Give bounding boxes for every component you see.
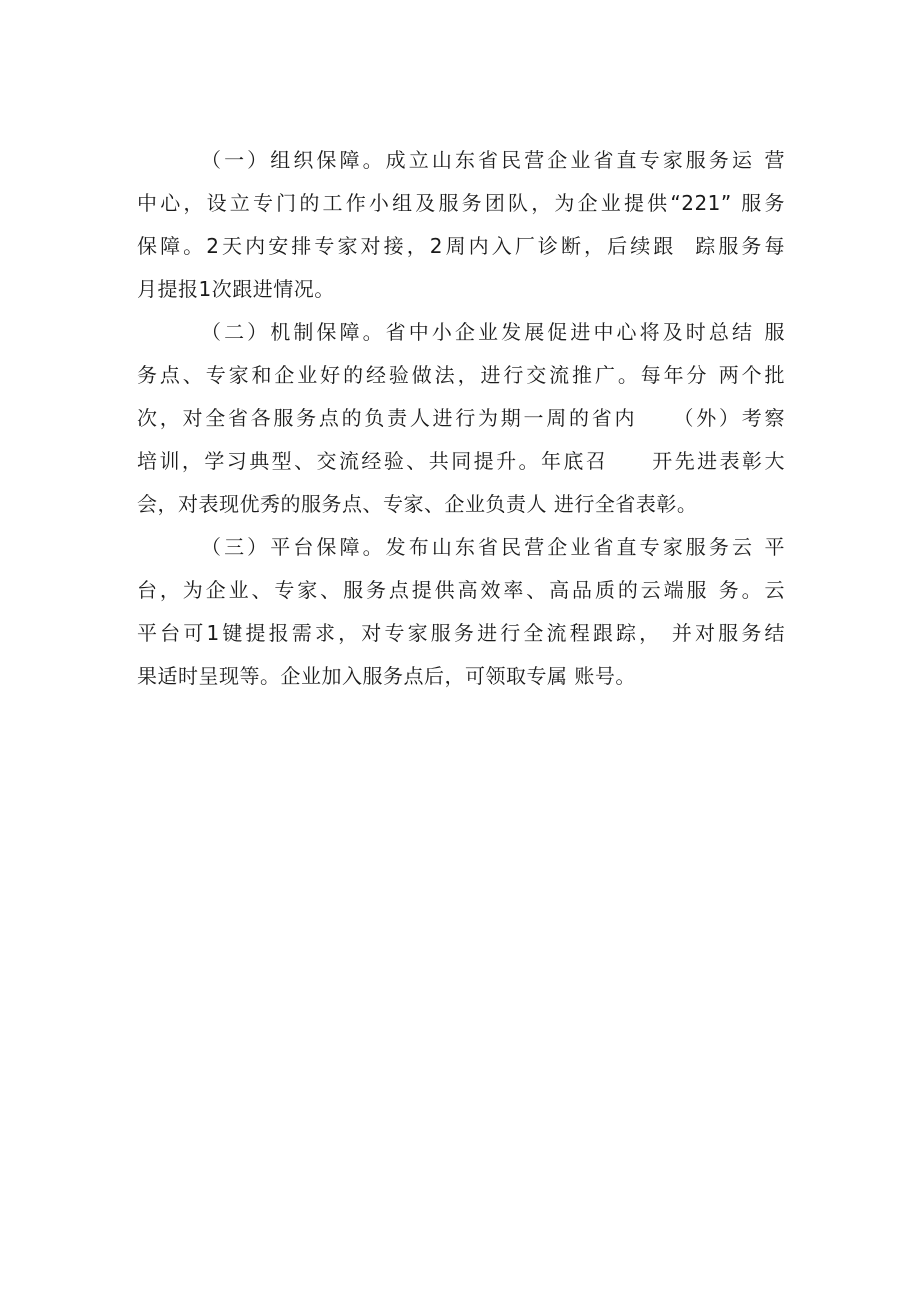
text-line: 会，对表现优秀的服务点、专家、企业负责人 进行全省表彰。: [137, 492, 698, 516]
paragraph-platform-guarantee: [137, 526, 785, 698]
paragraph-mechanism-guarantee: [137, 311, 785, 526]
text-line: （一）组织保障。成立山东省民营企业省直专家服务运 营: [201, 148, 785, 172]
text-line: 务点、专家和企业好的经验做法，进行交流推广。每年分 两个批: [137, 363, 785, 387]
text-line: （二）机制保障。省中小企业发展促进中心将及时总结 服: [201, 320, 785, 344]
text-line: 果适时呈现等。企业加入服务点后，可领取专属 账号。: [137, 664, 636, 688]
text-line: 保障。2天内安排专家对接，2周内入厂诊断，后续跟 踪服务每: [137, 234, 785, 258]
text-line: 培训，学习典型、交流经验、共同提升。年底召 开先进表彰大: [137, 449, 785, 473]
paragraph-organization-guarantee: [137, 139, 785, 311]
text-line: 中心，设立专门的工作小组及服务团队，为企业提供“221” 服务: [137, 191, 785, 215]
text-line: 平台可1键提报需求，对专家服务进行全流程跟踪， 并对服务结: [137, 621, 785, 645]
text-line: 月提报1次跟进情况。: [137, 277, 335, 301]
document-body: [137, 139, 785, 698]
text-line: （三）平台保障。发布山东省民营企业省直专家服务云 平: [201, 535, 785, 559]
text-line: 台，为企业、专家、服务点提供高效率、高品质的云端服 务。云: [137, 578, 785, 602]
text-line: 次，对全省各服务点的负责人进行为期一周的省内 （外）考察: [137, 406, 785, 430]
